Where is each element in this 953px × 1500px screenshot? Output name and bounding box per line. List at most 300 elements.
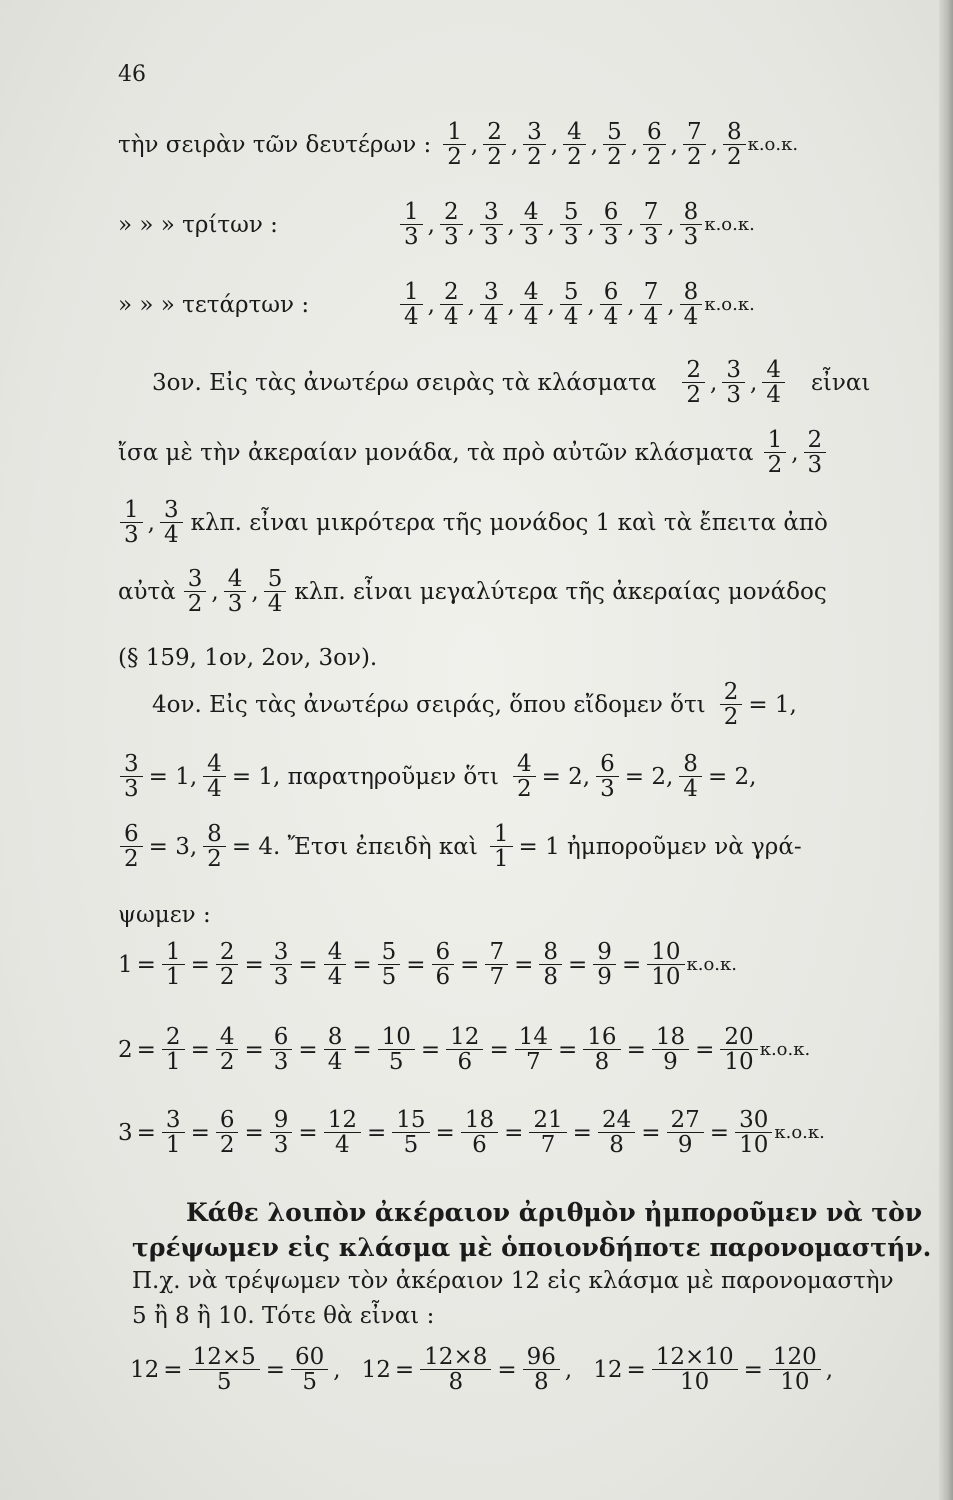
equation-text: = 1, (148, 763, 198, 790)
denominator: 6 (472, 1132, 487, 1159)
fraction (162, 940, 185, 989)
numerator: 12×5 (189, 1345, 260, 1370)
example-text: Π.χ. νὰ τρέψωμεν τὸν ἀκέραιον 12 εἰς κλάσμα μὲ παρονομαστὴν (132, 1268, 894, 1294)
numerator: 24 (598, 1108, 635, 1133)
para3-text: ἴσα μὲ τὴν ἀκεραίαν μονάδα, τὰ πρὸ αὐτῶν κλάσματα (118, 439, 754, 466)
equals-sign: = (641, 1119, 661, 1146)
numerator: 4 (563, 120, 586, 145)
fraction: $\frac{8}{2}$ (203, 822, 226, 871)
fraction: $\frac{8}{4}$ (679, 752, 702, 801)
numerator: 3 (184, 567, 207, 592)
comma: , (627, 291, 635, 318)
series-label: » » » τρίτων : (118, 211, 278, 238)
fraction (539, 940, 562, 989)
denominator: 4 (163, 522, 179, 549)
fraction (560, 200, 583, 249)
fraction: $\frac{4}{4}$ (203, 752, 226, 801)
equals-sign: = (504, 1119, 524, 1146)
series-suffix: κ.ο.κ. (747, 134, 799, 156)
equals-sign: = (572, 1119, 592, 1146)
numerator: 30 (735, 1108, 772, 1133)
denominator: 8 (594, 1049, 610, 1076)
numerator: 18 (461, 1108, 498, 1133)
numerator: 1 (120, 498, 143, 523)
denominator: 3 (227, 591, 243, 618)
numerator: 2 (804, 428, 827, 453)
numerator: 9 (593, 940, 616, 965)
para3-text: 3ον. Εἰς τὰς ἀνωτέρω σειρὰς τὰ κλάσματα (152, 369, 657, 396)
fraction (224, 567, 247, 616)
equation-text: = 1 ἠμποροῦμεν νὰ γρά- (518, 833, 802, 860)
para3-fractions (762, 428, 829, 477)
fraction: $\frac{6}{2}$ (120, 822, 143, 871)
fraction (420, 1345, 491, 1394)
equality-row-2 (118, 1025, 810, 1074)
equals-sign: = (190, 1119, 210, 1146)
numerator: 15 (392, 1108, 429, 1133)
numerator: 4 (324, 940, 347, 965)
denominator: 9 (677, 1132, 693, 1159)
equals-sign: = (298, 951, 318, 978)
fraction (400, 200, 423, 249)
comma: , (470, 131, 479, 158)
fraction (647, 940, 684, 989)
numerator: 20 (720, 1025, 757, 1050)
denominator: 5 (388, 1049, 404, 1076)
comma: , (211, 578, 219, 605)
numerator: 7 (640, 200, 663, 225)
denominator: 4 (683, 304, 699, 331)
series-halves (118, 120, 798, 169)
series-thirds (118, 200, 755, 249)
numerator: 3 (523, 120, 546, 145)
denominator: 8 (533, 1369, 549, 1396)
fraction (160, 498, 183, 547)
para3-fractions (118, 498, 185, 547)
numerator: 96 (523, 1345, 560, 1370)
numerator: 2 (162, 1025, 185, 1050)
denominator: 3 (443, 224, 459, 251)
numerator: 6 (643, 120, 666, 145)
equals-sign: = (136, 951, 156, 978)
para4-text: = 1, (748, 691, 797, 718)
numerator: 1 (162, 940, 185, 965)
fraction (583, 1025, 620, 1074)
numerator: 3 (480, 280, 503, 305)
fraction (480, 280, 503, 329)
denominator: 2 (219, 1132, 235, 1159)
denominator: 2 (219, 1049, 235, 1076)
fraction (216, 1025, 239, 1074)
denominator: 10 (680, 1369, 710, 1396)
denominator: 1 (165, 1049, 181, 1076)
equals-sign: = (460, 951, 480, 978)
numerator: 5 (560, 280, 583, 305)
example-line-1 (132, 1268, 894, 1294)
equality-lead: 1 (118, 951, 133, 978)
numerator: 8 (680, 200, 703, 225)
numerator: 12×8 (420, 1345, 491, 1370)
fraction (520, 280, 543, 329)
denominator: 2 (607, 144, 622, 171)
equals-sign: = (190, 951, 210, 978)
example-lead: 12 (361, 1356, 391, 1383)
numerator: 2 (440, 280, 463, 305)
para3-fractions (680, 358, 787, 407)
numerator: 4 (762, 358, 785, 383)
denominator: 2 (219, 964, 235, 991)
para3-text: αὐτὰ (118, 578, 176, 605)
comma: , (587, 211, 595, 238)
para3-text: κλπ. εἶναι μικρότερα τῆς μονάδος 1 καὶ τὰ ἔπειτα ἀπὸ (190, 509, 828, 536)
denominator: 4 (603, 304, 619, 331)
fraction (667, 1108, 704, 1157)
numerator: 4 (520, 280, 543, 305)
fraction (264, 567, 287, 616)
para3-line5 (118, 645, 377, 671)
numerator: 12 (446, 1025, 483, 1050)
equals-sign: = (352, 1036, 372, 1063)
equals-sign: = (265, 1356, 286, 1383)
fraction (603, 120, 626, 169)
numerator: 3 (162, 1108, 185, 1133)
fraction (643, 120, 666, 169)
para4-text: ψωμεν : (118, 902, 211, 928)
comma: , (710, 369, 718, 396)
numerator: 5 (560, 200, 583, 225)
equals-sign: = (695, 1036, 715, 1063)
comma: , (427, 211, 435, 238)
equality-suffix: κ.ο.κ. (759, 1039, 811, 1061)
denominator: 10 (739, 1132, 769, 1159)
comma: , (670, 131, 678, 158)
denominator: 4 (267, 591, 283, 618)
numerator: 12×10 (652, 1345, 738, 1370)
rule-line-2: τρέψωμεν εἰς κλάσμα μὲ ὁποιονδήποτε παρονομαστήν. (132, 1233, 932, 1262)
equals-sign: = (190, 1036, 210, 1063)
numerator: 2 (483, 120, 506, 145)
para4-line1 (152, 680, 801, 729)
fraction (162, 1108, 185, 1157)
numerator: 8 (680, 280, 703, 305)
denominator: 7 (489, 964, 505, 991)
equals-sign: = (244, 1119, 264, 1146)
numerator: 8 (539, 940, 562, 965)
example-text: 5 ἢ 8 ἢ 10. Τότε θὰ εἶναι : (132, 1303, 435, 1329)
para3-reference: (§ 159, 1ον, 2ον, 3ον). (118, 645, 378, 671)
equality-lead: 2 (118, 1036, 133, 1063)
fraction (515, 1025, 552, 1074)
comma: , (550, 131, 559, 158)
fraction (804, 428, 827, 477)
equals-sign: = (497, 1356, 517, 1383)
numerator: 10 (647, 940, 684, 965)
comma: , (667, 211, 675, 238)
series-label: τὴν σειρὰν τῶν δευτέρων : (118, 131, 432, 158)
example-equations (130, 1345, 836, 1394)
numerator: 3 (480, 200, 503, 225)
para3-line4 (118, 567, 833, 616)
fraction (270, 1108, 293, 1157)
equation-text: = 2, (624, 763, 674, 790)
numerator: 1 (400, 200, 423, 225)
denominator: 3 (523, 224, 539, 251)
numerator: 21 (529, 1108, 566, 1133)
numerator: 120 (769, 1345, 821, 1370)
numerator: 6 (270, 1025, 293, 1050)
denominator: 9 (663, 1049, 678, 1076)
fraction (640, 280, 663, 329)
denominator: 4 (766, 382, 781, 409)
fraction (189, 1345, 260, 1394)
page-number: 46 (118, 62, 146, 87)
equals-sign: = (420, 1036, 441, 1063)
numerator: 27 (667, 1108, 704, 1133)
numerator: 8 (723, 120, 746, 145)
comma: , (791, 439, 799, 466)
numerator: 7 (640, 280, 663, 305)
equals-sign: = (743, 1356, 763, 1383)
fraction (162, 1025, 185, 1074)
denominator: 3 (273, 1049, 289, 1076)
denominator: 2 (187, 591, 203, 618)
fraction (683, 120, 706, 169)
numerator: 1 (443, 120, 466, 145)
equality-row-3 (118, 1108, 825, 1157)
fraction (520, 200, 543, 249)
numerator: 2 (440, 200, 463, 225)
denominator: 2 (726, 144, 742, 171)
fraction (440, 200, 463, 249)
fraction (680, 280, 703, 329)
equals-sign: = (435, 1119, 455, 1146)
numerator: 6 (216, 1108, 239, 1133)
equals-sign: = (621, 951, 642, 978)
para4-line3 (118, 822, 806, 871)
equation-text: = 2, (707, 763, 757, 790)
equals-sign: = (244, 1036, 264, 1063)
denominator: 3 (563, 224, 579, 251)
denominator: 7 (526, 1049, 541, 1076)
denominator: 4 (404, 304, 419, 331)
equals-sign: = (626, 1036, 646, 1063)
denominator: 6 (457, 1049, 473, 1076)
numerator: 9 (270, 1108, 293, 1133)
denominator: 2 (767, 452, 783, 479)
denominator: 9 (597, 964, 612, 991)
numerator: 4 (520, 200, 543, 225)
fraction (682, 358, 705, 407)
example-line-2 (132, 1303, 434, 1329)
denominator: 5 (216, 1369, 232, 1396)
example-lead: 12 (130, 1356, 160, 1383)
denominator: 8 (543, 964, 559, 991)
denominator: 5 (403, 1132, 419, 1159)
equation-text: = 3, (148, 833, 198, 860)
denominator: 2 (686, 382, 702, 409)
para4-line2 (118, 752, 760, 801)
numerator: 3 (160, 498, 183, 523)
comma: , (564, 1356, 573, 1383)
numerator: 4 (216, 1025, 239, 1050)
denominator: 1 (165, 1132, 181, 1159)
comma: , (467, 291, 475, 318)
fraction (523, 1345, 560, 1394)
denominator: 3 (483, 224, 499, 251)
fraction (400, 280, 423, 329)
fraction (723, 120, 746, 169)
denominator: 3 (643, 224, 659, 251)
numerator: 14 (515, 1025, 552, 1050)
comma: , (251, 578, 259, 605)
numerator: 10 (378, 1025, 415, 1050)
denominator: 2 (567, 144, 582, 171)
fraction (483, 120, 506, 169)
fraction (560, 280, 583, 329)
numerator: 5 (264, 567, 287, 592)
equals-sign: = (558, 1036, 578, 1063)
fraction (480, 200, 503, 249)
comma: , (750, 369, 758, 396)
comma: , (547, 211, 555, 238)
denominator: 3 (273, 964, 289, 991)
para4-text: 4ον. Εἰς τὰς ἀνωτέρω σειράς, ὅπου εἴδομεν ὅτι (152, 691, 706, 718)
numerator: 3 (722, 358, 745, 383)
para3-line2 (118, 428, 828, 477)
comma: , (825, 1356, 834, 1383)
denominator: 4 (483, 304, 499, 331)
equals-sign: = (244, 951, 264, 978)
fraction (324, 940, 347, 989)
fraction (764, 428, 787, 477)
comma: , (710, 131, 718, 158)
denominator: 3 (726, 382, 741, 409)
denominator: 2 (527, 144, 542, 171)
fraction: $\frac{6}{3}$ (596, 752, 619, 801)
fraction (392, 1108, 429, 1157)
numerator: 7 (485, 940, 508, 965)
comma: , (507, 211, 515, 238)
fraction (291, 1345, 328, 1394)
series-suffix: κ.ο.κ. (704, 294, 755, 316)
fraction (722, 358, 745, 407)
equals-sign: = (298, 1119, 318, 1146)
numerator: 2 (682, 358, 705, 383)
equality-suffix: κ.ο.κ. (774, 1122, 825, 1144)
fraction (446, 1025, 483, 1074)
denominator: 3 (404, 224, 419, 251)
fraction (652, 1345, 738, 1394)
denominator: 4 (563, 304, 579, 331)
fraction (523, 120, 546, 169)
fraction (720, 1025, 757, 1074)
series-quarters (118, 280, 755, 329)
fraction (443, 120, 466, 169)
fraction (640, 200, 663, 249)
equality-lead: 3 (118, 1119, 133, 1146)
denominator: 7 (540, 1132, 556, 1159)
fraction (120, 498, 143, 547)
denominator: 4 (327, 964, 343, 991)
fraction (680, 200, 703, 249)
denominator: 4 (327, 1049, 343, 1076)
equals-sign: = (366, 1119, 387, 1146)
denominator: 2 (686, 144, 702, 171)
equation-text: = 2, (541, 763, 591, 790)
para3-text: κλπ. εἶναι μεγαλύτερα τῆς ἀκεραίας μονάδος (294, 578, 827, 605)
numerator: 5 (378, 940, 401, 965)
rule-line-1: Κάθε λοιπὸν ἀκέραιον ἀριθμὸν ἠμποροῦμεν νὰ τὸν (186, 1198, 923, 1227)
series-suffix: κ.ο.κ. (704, 214, 755, 236)
para3-line3 (118, 498, 834, 547)
denominator: 3 (603, 224, 619, 251)
page-edge (939, 0, 953, 1500)
comma: , (627, 211, 635, 238)
numerator: 6 (600, 200, 623, 225)
comma: , (547, 291, 555, 318)
numerator: 3 (270, 940, 293, 965)
equals-sign: = (394, 1356, 415, 1383)
denominator: 2 (487, 144, 502, 171)
fraction: $\frac{2}{2}$ (720, 680, 743, 729)
equals-sign: = (489, 1036, 509, 1063)
equals-sign: = (136, 1119, 156, 1146)
numerator: 60 (291, 1345, 328, 1370)
example-lead: 12 (593, 1356, 623, 1383)
equality-row-1 (118, 940, 737, 989)
numerator: 7 (683, 120, 706, 145)
fraction (563, 120, 586, 169)
fraction (324, 1025, 347, 1074)
fraction (270, 1025, 293, 1074)
equality-suffix: κ.ο.κ. (686, 954, 738, 976)
equals-sign: = (298, 1036, 318, 1063)
denominator: 3 (273, 1132, 289, 1159)
equals-sign: = (163, 1356, 183, 1383)
fraction (762, 358, 785, 407)
fraction (769, 1345, 821, 1394)
equals-sign: = (514, 951, 534, 978)
para3-end: εἶναι (810, 369, 871, 396)
denominator: 4 (335, 1132, 350, 1159)
comma: , (630, 131, 639, 158)
equals-sign: = (406, 951, 426, 978)
fraction (378, 940, 401, 989)
denominator: 6 (435, 964, 451, 991)
comma: , (427, 291, 435, 318)
fraction (184, 567, 207, 616)
fraction: $\frac{3}{3}$ (120, 752, 143, 801)
fraction (461, 1108, 498, 1157)
fraction (432, 940, 455, 989)
fraction (600, 200, 623, 249)
denominator: 1 (165, 964, 181, 991)
denominator: 8 (448, 1369, 464, 1396)
denominator: 4 (523, 304, 539, 331)
equals-sign: = (136, 1036, 156, 1063)
denominator: 10 (651, 964, 681, 991)
denominator: 4 (443, 304, 459, 331)
equals-sign: = (352, 951, 372, 978)
fraction (216, 940, 239, 989)
fraction (735, 1108, 772, 1157)
numerator: 1 (400, 280, 423, 305)
fraction (378, 1025, 415, 1074)
fraction (216, 1108, 239, 1157)
equation-text: = 4. Ἔτσι ἐπειδὴ καὶ (231, 833, 478, 860)
comma: , (467, 211, 475, 238)
denominator: 4 (643, 304, 659, 331)
